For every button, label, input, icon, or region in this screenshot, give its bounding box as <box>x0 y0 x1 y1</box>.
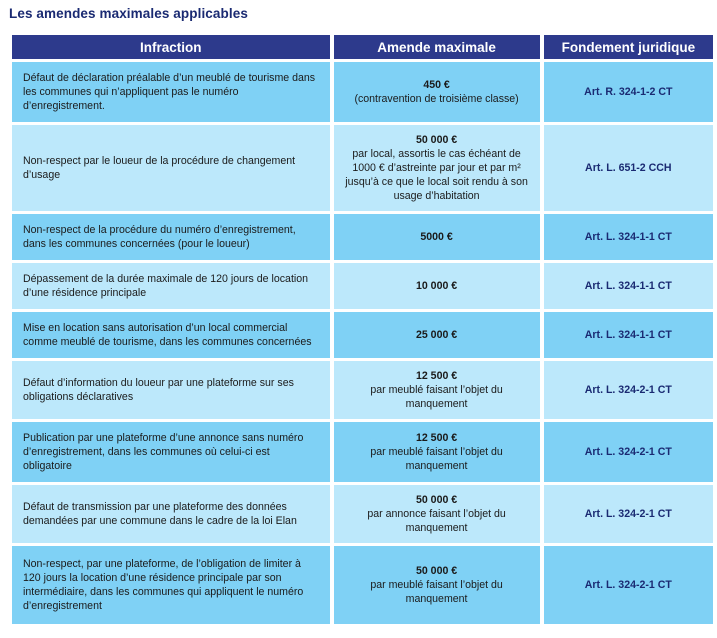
legal-basis-cell: Art. L. 324-2-1 CT <box>544 422 713 482</box>
legal-basis-cell: Art. L. 324-1-1 CT <box>544 214 713 260</box>
amount-value: 5000 € <box>420 231 453 243</box>
legal-basis-cell: Art. L. 324-1-1 CT <box>544 263 713 309</box>
table-row <box>12 546 713 624</box>
amount-cell <box>334 125 540 211</box>
infraction-cell: Défaut d’information du loueur par une plateforme sur ses obligations déclaratives <box>12 361 330 419</box>
infraction-cell: Dépassement de la durée maximale de 120 jours de location d’une résidence principale <box>12 263 330 309</box>
amount-detail: par meublé faisant l’objet du manquement <box>370 579 503 605</box>
amount-value: 12 500 € <box>415 370 458 382</box>
table-row <box>12 62 713 122</box>
table-row <box>12 485 713 543</box>
amount-cell <box>334 312 540 358</box>
table-row <box>12 263 713 309</box>
table-row <box>12 125 713 211</box>
amount-detail: par meublé faisant l’objet du manquement <box>370 384 503 410</box>
infraction-cell: Défaut de déclaration préalable d’un meublé de tourisme dans les communes qui n’appliquent pas le numéro d’enregistrement. <box>12 62 330 122</box>
amount-value: 25 000 € <box>415 329 458 341</box>
legal-basis-cell: Art. L. 324-2-1 CT <box>544 546 713 624</box>
legal-basis-cell: Art. L. 324-1-1 CT <box>544 312 713 358</box>
header-amende: Amende maximale <box>334 35 540 59</box>
table-row <box>12 361 713 419</box>
amount-value: 450 € <box>423 79 450 91</box>
table-row <box>12 312 713 358</box>
table-header-row <box>12 35 713 59</box>
amount-detail: (contravention de troisième classe) <box>354 93 519 105</box>
amount-value: 10 000 € <box>415 280 458 292</box>
table-row <box>12 214 713 260</box>
table-row <box>12 422 713 482</box>
legal-basis-cell: Art. L. 324-2-1 CT <box>544 485 713 543</box>
legal-basis-cell: Art. L. 324-2-1 CT <box>544 361 713 419</box>
infraction-cell: Mise en location sans autorisation d’un local commercial comme meublé de tourisme, dans les communes concernées <box>12 312 330 358</box>
page-title: Les amendes maximales applicables <box>9 6 248 21</box>
infraction-cell: Non-respect, par une plateforme, de l’obligation de limiter à 120 jours la location d’une résidence principale par son intermédiaire, dans les communes qui appliquent le numéro d’enregistrement <box>12 546 330 624</box>
amount-detail: par annonce faisant l’objet du manquement <box>367 508 506 534</box>
amount-cell <box>334 361 540 419</box>
infraction-cell: Non-respect par le loueur de la procédure de changement d’usage <box>12 125 330 211</box>
amount-detail: par local, assortis le cas échéant de 1000 € d’astreinte par jour et par m² jusqu’à ce que le local soit rendu à son usage d’habitation <box>345 148 528 202</box>
legal-basis-cell: Art. L. 651-2 CCH <box>544 125 713 211</box>
amount-cell <box>334 422 540 482</box>
infraction-cell: Défaut de transmission par une plateforme des données demandées par une commune dans le cadre de la loi Elan <box>12 485 330 543</box>
amount-detail: par meublé faisant l’objet du manquement <box>370 446 503 472</box>
amount-cell <box>334 62 540 122</box>
amount-value: 50 000 € <box>415 565 458 577</box>
infraction-cell: Non-respect de la procédure du numéro d’enregistrement, dans les communes concernées (pour le loueur) <box>12 214 330 260</box>
amount-value: 50 000 € <box>415 494 458 506</box>
amount-cell <box>334 546 540 624</box>
infraction-cell: Publication par une plateforme d’une annonce sans numéro d’enregistrement, dans les communes où celui-ci est obligatoire <box>12 422 330 482</box>
amount-value: 12 500 € <box>415 432 458 444</box>
amount-cell <box>334 263 540 309</box>
amount-cell <box>334 214 540 260</box>
legal-basis-cell: Art. R. 324-1-2 CT <box>544 62 713 122</box>
fines-table <box>8 32 717 627</box>
header-infraction: Infraction <box>12 35 330 59</box>
amount-value: 50 000 € <box>415 134 458 146</box>
amount-cell <box>334 485 540 543</box>
header-fondement: Fondement juridique <box>544 35 713 59</box>
